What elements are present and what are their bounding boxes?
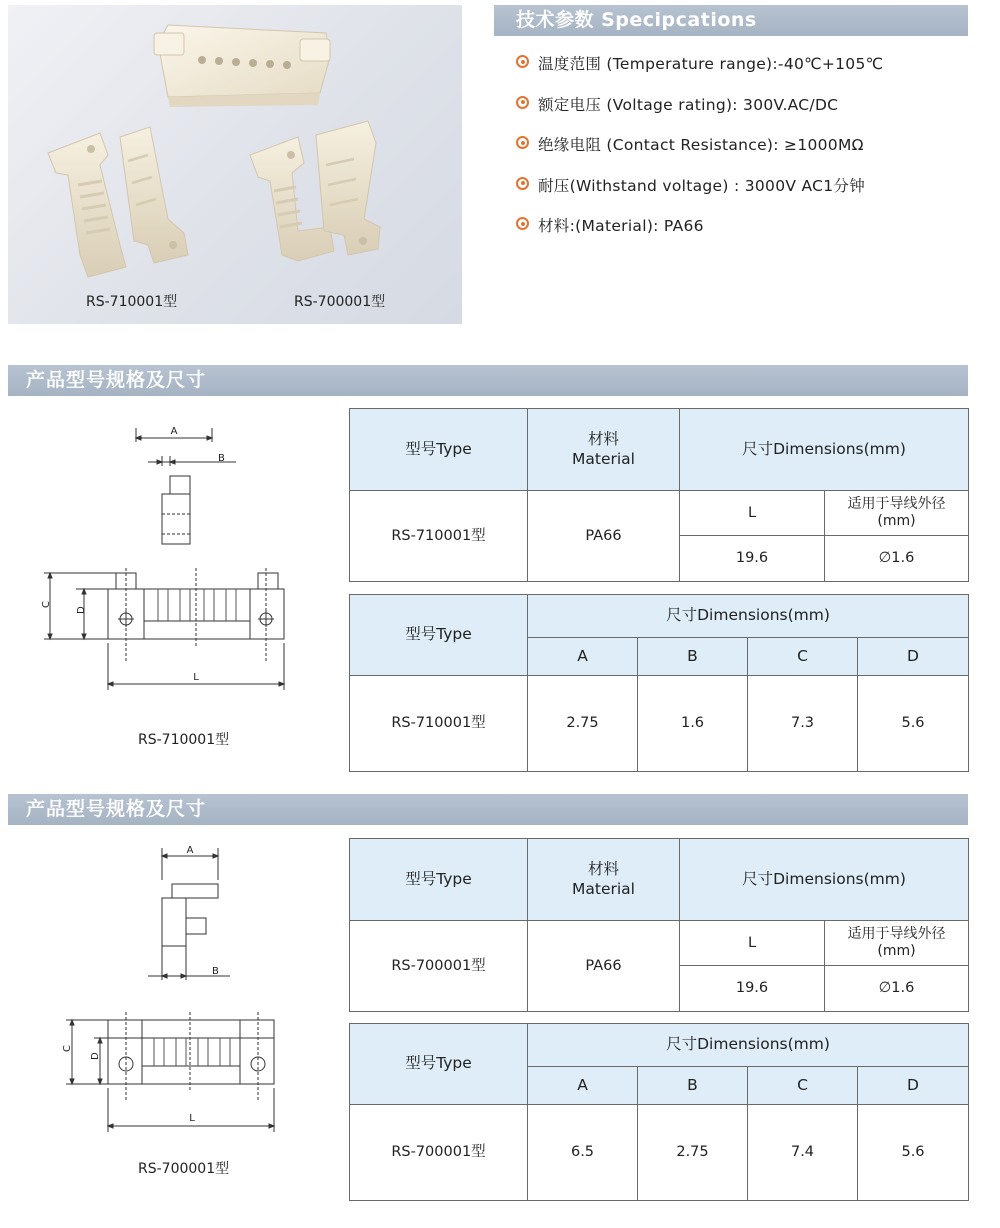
cell-model: RS-700001型 — [350, 1105, 528, 1201]
dim-label-d: D — [90, 1052, 101, 1060]
dim-label-l: L — [189, 1113, 195, 1124]
section-title-1: 产品型号规格及尺寸 — [8, 365, 968, 396]
drawing-caption-1: RS-710001型 — [138, 732, 230, 748]
spec-table-2a — [349, 838, 969, 1012]
header-wire-diameter: 适用于导线外径 (mm) — [825, 491, 969, 536]
product-photo — [8, 5, 462, 324]
cell-d-value: 5.6 — [858, 676, 969, 772]
header-a: A — [528, 638, 638, 676]
header-dimensions: 尺寸Dimensions(mm) — [528, 1024, 969, 1067]
header-dimensions: 尺寸Dimensions(mm) — [680, 839, 969, 921]
spec-table-2b — [349, 1023, 969, 1201]
dimension-drawing-rs-700001 — [40, 840, 310, 1140]
cell-wire-value: ∅1.6 — [825, 536, 969, 582]
dim-label-a: A — [186, 845, 194, 856]
bullet-icon — [516, 136, 529, 149]
cell-model: RS-710001型 — [350, 491, 528, 582]
spec-item-voltage: 额定电压 (Voltage rating): 300V.AC/DC — [516, 93, 883, 134]
dim-label-l: L — [193, 672, 199, 683]
header-l: L — [680, 921, 825, 966]
header-type: 型号Type — [350, 1024, 528, 1105]
header-type: 型号Type — [350, 595, 528, 676]
spec-item-material: 材料:(Material): PA66 — [516, 214, 883, 255]
bullet-icon — [516, 96, 529, 109]
header-b: B — [638, 638, 748, 676]
cell-material: PA66 — [528, 921, 680, 1012]
spec-item-temperature: 温度范围 (Temperature range):-40℃+105℃ — [516, 52, 883, 93]
cell-c-value: 7.4 — [748, 1105, 858, 1201]
cell-l-value: 19.6 — [680, 966, 825, 1012]
spec-item-withstand: 耐压(Withstand voltage) : 3000V AC1分钟 — [516, 174, 883, 215]
assembled-connector — [154, 25, 330, 107]
dimension-drawing-rs-710001 — [40, 418, 310, 698]
header-c: C — [748, 1067, 858, 1105]
dim-label-c: C — [41, 601, 52, 608]
cell-d-value: 5.6 — [858, 1105, 969, 1201]
dim-label-a: A — [170, 426, 178, 437]
header-dimensions: 尺寸Dimensions(mm) — [528, 595, 969, 638]
section-title-2: 产品型号规格及尺寸 — [8, 794, 968, 825]
bullet-icon — [516, 55, 529, 68]
rs-710001-parts — [48, 127, 188, 277]
cell-b-value: 1.6 — [638, 676, 748, 772]
cell-l-value: 19.6 — [680, 536, 825, 582]
header-d: D — [858, 638, 969, 676]
dim-label-c: C — [62, 1045, 73, 1052]
header-material: 材料 Material — [528, 409, 680, 491]
connector-photo-illustration — [8, 5, 462, 324]
spec-table-1b — [349, 594, 969, 772]
header-type: 型号Type — [350, 409, 528, 491]
header-type: 型号Type — [350, 839, 528, 921]
cell-material: PA66 — [528, 491, 680, 582]
header-a: A — [528, 1067, 638, 1105]
specifications-list — [516, 52, 883, 255]
header-material: 材料 Material — [528, 839, 680, 921]
header-wire-diameter: 适用于导线外径 (mm) — [825, 921, 969, 966]
header-c: C — [748, 638, 858, 676]
dim-label-b: B — [218, 453, 225, 464]
cell-a-value: 6.5 — [528, 1105, 638, 1201]
bullet-icon — [516, 177, 529, 190]
spec-item-resistance: 绝缘电阻 (Contact Resistance): ≥1000MΩ — [516, 133, 883, 174]
cell-wire-value: ∅1.6 — [825, 966, 969, 1012]
cell-model: RS-700001型 — [350, 921, 528, 1012]
specifications-header: 技术参数 Specipcations — [494, 5, 968, 36]
cell-b-value: 2.75 — [638, 1105, 748, 1201]
dim-label-b: B — [212, 966, 219, 977]
rs-700001-parts — [250, 121, 380, 261]
spec-table-1a — [349, 408, 969, 582]
dim-label-d: D — [76, 606, 87, 614]
cell-a-value: 2.75 — [528, 676, 638, 772]
header-l: L — [680, 491, 825, 536]
drawing-caption-2: RS-700001型 — [138, 1161, 230, 1177]
bullet-icon — [516, 217, 529, 230]
header-d: D — [858, 1067, 969, 1105]
cell-model: RS-710001型 — [350, 676, 528, 772]
cell-c-value: 7.3 — [748, 676, 858, 772]
photo-caption-right: RS-700001型 — [294, 294, 386, 310]
header-b: B — [638, 1067, 748, 1105]
header-dimensions: 尺寸Dimensions(mm) — [680, 409, 969, 491]
photo-caption-left: RS-710001型 — [86, 294, 178, 310]
